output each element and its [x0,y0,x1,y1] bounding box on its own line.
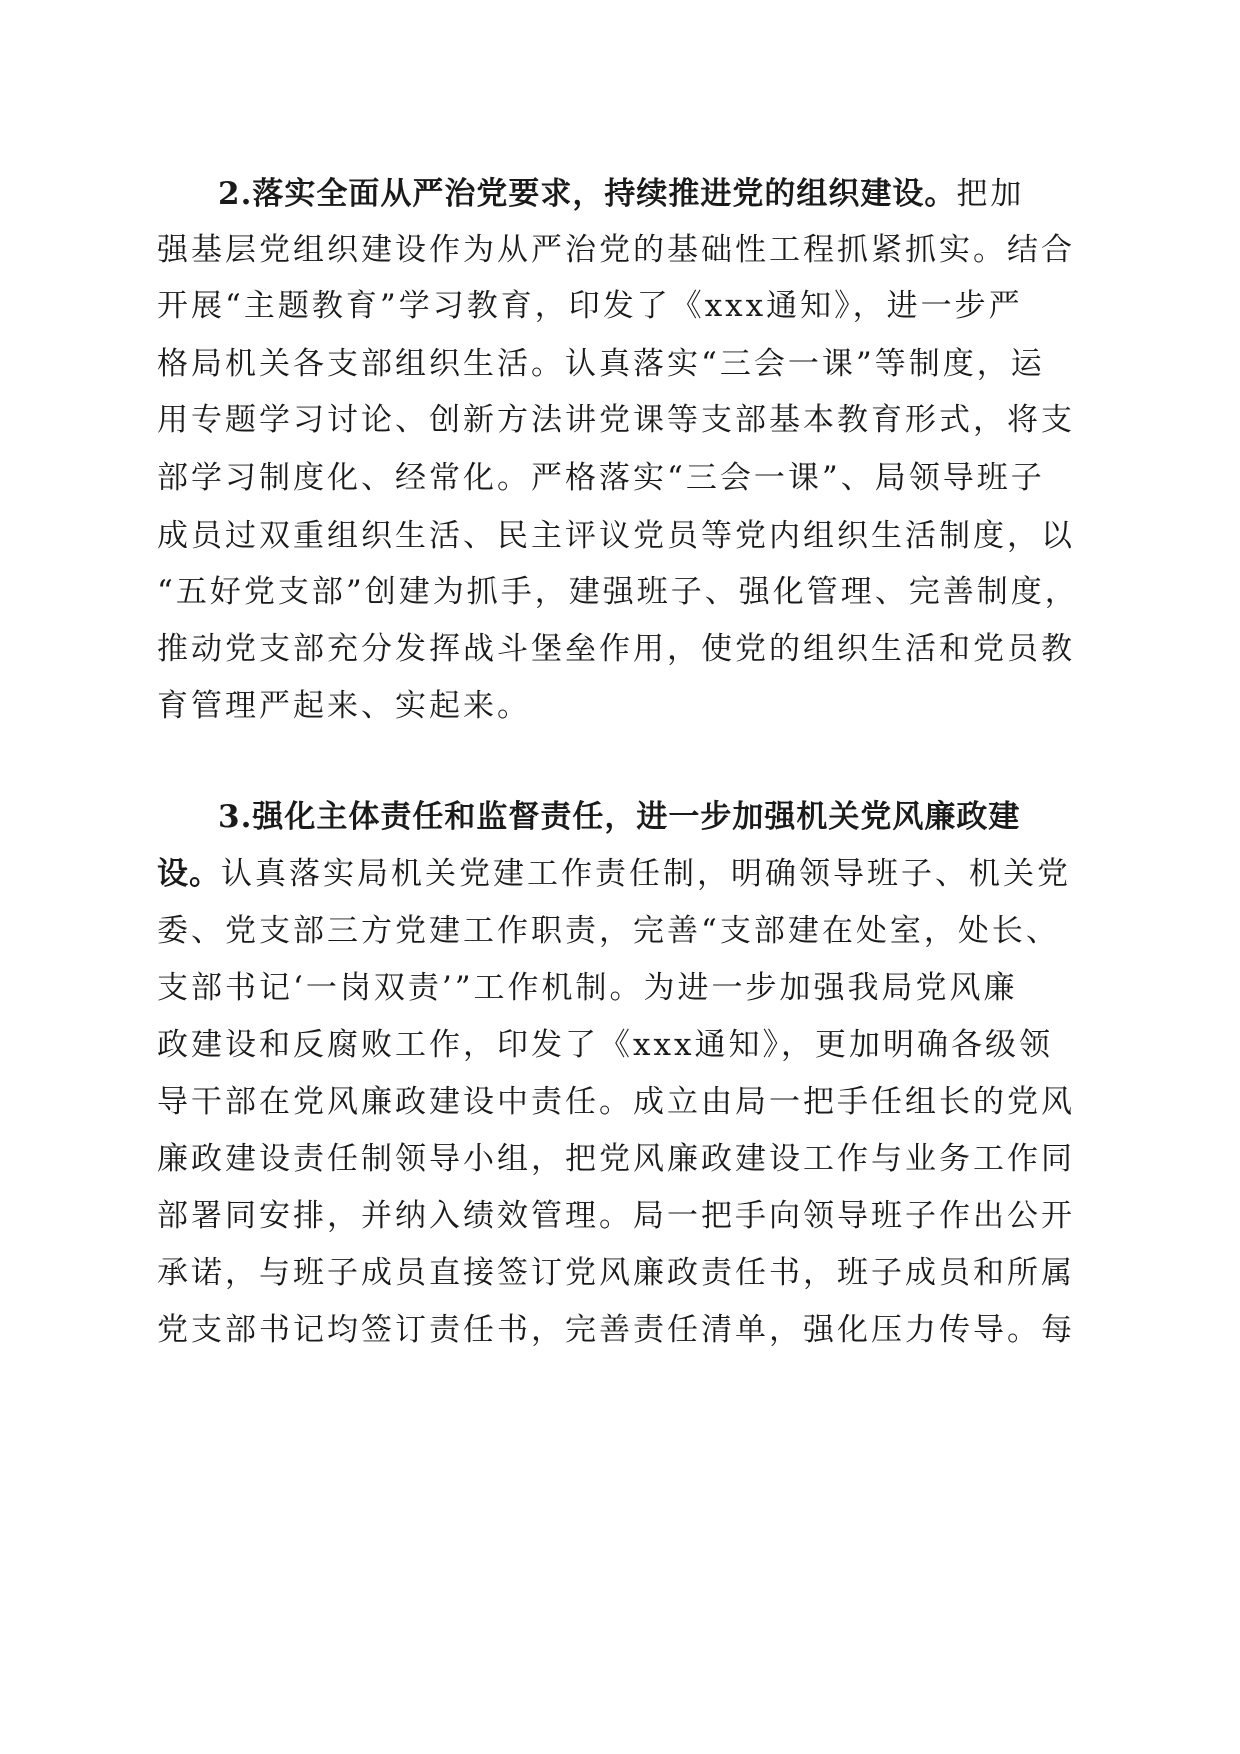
paragraph-line: 党支部书记均签订责任书，完善责任清单，强化压力传导。每 [157,1312,1075,1348]
paragraph-line: 认真落实局机关党建工作责任制，明确领导班子、机关党 [221,856,1071,892]
paragraph-line: 部学习制度化、经常化。严格落实“三会一课”、局领导班子 [157,460,1045,496]
paragraph-line: 成员过双重组织生活、民主评议党员等党内组织生活制度，以 [157,518,1075,554]
section-3-heading: 3.强化主体责任和监督责任，进一步加强机关党风廉政建 [218,799,1021,835]
paragraph-line: 推动党支部充分发挥战斗堡垒作用，使党的组织生活和党员教 [157,631,1075,667]
paragraph-line: 委、党支部三方党建工作职责，完善“支部建在处室，处长、 [157,913,1060,949]
paragraph-line: 政建设和反腐败工作，印发了《xxx通知》，更加明确各级领 [157,1027,1053,1063]
paragraph-line: 支部书记‘一岗双责’”工作机制。为进一步加强我局党风廉 [157,970,1018,1006]
paragraph-line: 承诺，与班子成员直接签订党风廉政责任书，班子成员和所属 [157,1255,1075,1291]
paragraph-line: 强基层党组织建设作为从严治党的基础性工程抓紧抓实。结合 [157,232,1075,268]
paragraph-line: 部署同安排，并纳入绩效管理。局一把手向领导班子作出公开 [157,1198,1075,1234]
paragraph-line: 把加 [956,176,1025,212]
paragraph-line: 用专题学习讨论、创新方法讲党课等支部基本教育形式，将支 [157,402,1075,438]
paragraph-line: 格局机关各支部组织生活。认真落实“三会一课”等制度，运 [157,346,1045,382]
paragraph-line: 导干部在党风廉政建设中责任。成立由局一把手任组长的党风 [157,1084,1075,1120]
paragraph-line: 廉政建设责任制领导小组，把党风廉政建设工作与业务工作同 [157,1141,1075,1177]
section-3-second-line [157,848,1071,900]
paragraph-line: 开展“主题教育”学习教育，印发了《xxx通知》，进一步严 [157,288,1023,324]
section-3-heading-end: 设。 [157,856,221,892]
section-2-first-line [218,168,1118,220]
paragraph-line: “五好党支部”创建为抓手，建强班子、强化管理、完善制度， [157,574,1079,610]
section-2-heading: 2.落实全面从严治党要求，持续推进党的组织建设。 [218,176,957,212]
paragraph-line: 育管理严起来、实起来。 [157,688,531,724]
